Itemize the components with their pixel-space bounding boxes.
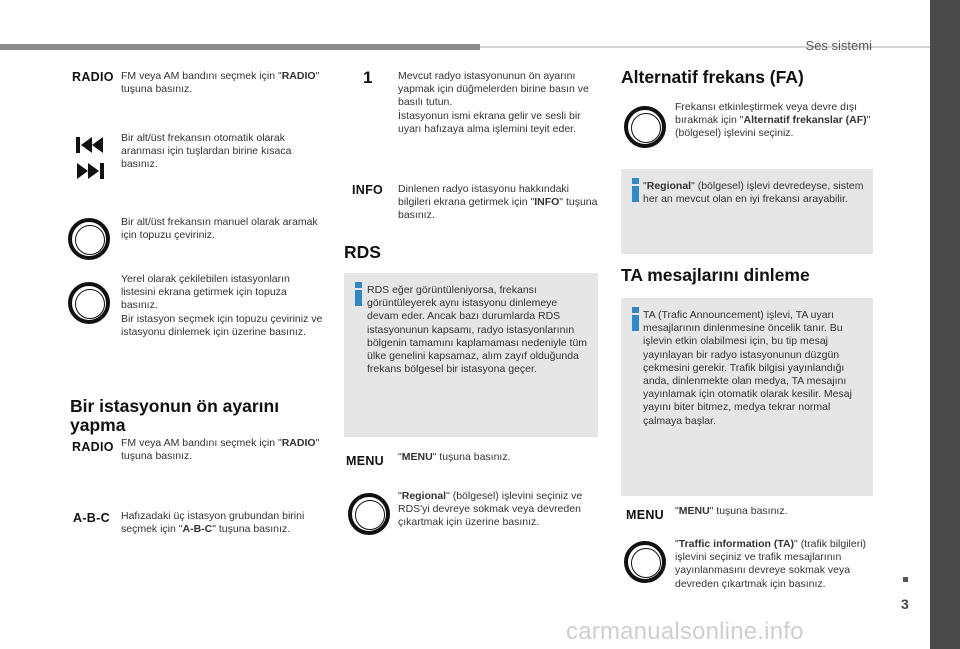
rds-note-text: RDS eğer görüntüleniyorsa, frekansı görüntüleyerek aynı istasyonu dinlemeye devam eder. Ancak bazı durumlarda RDS istasyonunun kapsamı, radyo istasyonlarının bölgenin tamamını kaplamaması nedeniyle tüm ülke genelini kapsamaz, alım zayıf olduğunda frekans bölgesel bir istasyona geçer. bbox=[367, 284, 588, 376]
abc-instruction: Hafızadaki üç istasyon grubundan birini seçmek için "A-B-C" tuşuna basınız. bbox=[121, 510, 305, 536]
regional-note-box bbox=[621, 169, 873, 254]
info-note-icon bbox=[631, 307, 640, 331]
page-marker bbox=[903, 577, 908, 582]
ta-note-text: TA (Trafic Announcement) işlevi, TA uyarı mesajlarının dinlenmesine öncelik tanır. Bu işlevin etkin olabilmesi için, bu tip mesaj yayınlayan bir radyo istasyonunun düzgün çekmesini gerekir. Trafik bilgisi yayınlandığı anda, dinlenmekte olan medya, TA mesajını yayınlamak için otomatik olarak kesilir. Mesaj yayını biter bitmez, medya tekrar normal çalmaya başlar. bbox=[643, 309, 852, 427]
radio-key-label-2: RADIO bbox=[72, 440, 114, 454]
station-list-instruction: Yerel olarak çekilebilen istasyonların listesini ekrana getirmek için topuza basınız. Bir istasyon seçmek için topuzu çeviriniz ve istasyonu dinlemek için üzerine basınız. bbox=[121, 273, 323, 338]
preset-store-instruction: Mevcut radyo istasyonunun ön ayarını yapmak için düğmelerden birine basın ve basılı tutun. İstasyonun ismi ekrana gelir ve sesli bir uyarı hafızaya alma işlemini teyit eder. bbox=[398, 70, 589, 135]
side-strip bbox=[930, 0, 960, 649]
info-instruction: Dinlenen radyo istasyonu hakkındaki bilgileri ekrana getirmek için "INFO" tuşuna basınız. bbox=[398, 183, 598, 222]
radio-instruction-2: FM veya AM bandını seçmek için "RADIO" tuşuna basınız. bbox=[121, 437, 320, 463]
page-number: 3 bbox=[901, 596, 909, 612]
seek-forward-icon bbox=[76, 163, 104, 179]
seek-back-icon bbox=[76, 137, 104, 153]
regional-note-text: "Regional" (bölgesel) işlevi devredeyse, sistem her an mevcut olan en iyi frekansı arayabilir. bbox=[643, 180, 864, 206]
ta-note-box bbox=[621, 298, 873, 496]
info-note-icon bbox=[631, 178, 640, 202]
ta-select-instruction: "Traffic information (TA)" (trafik bilgileri) işlevini seçiniz ve trafik mesajlarının yayınlanmasını devreye sokmak veya devreden çıkartmak için basınız. bbox=[675, 538, 867, 590]
rotary-knob-icon bbox=[624, 541, 666, 583]
ta-heading: TA mesajlarını dinleme bbox=[621, 265, 810, 285]
rds-heading: RDS bbox=[344, 242, 381, 262]
header-bar bbox=[0, 44, 480, 50]
preset-key-label: 1 bbox=[363, 68, 373, 87]
menu-key-label: MENU bbox=[346, 454, 385, 468]
rotary-knob-icon bbox=[348, 493, 390, 535]
menu-key-label-2: MENU bbox=[626, 508, 665, 522]
rotary-knob-icon bbox=[624, 106, 666, 148]
seek-instruction: Bir alt/üst frekansın otomatik olarak aranması için tuşlardan birine kısaca basınız. bbox=[121, 132, 292, 171]
menu-instruction-2: "MENU" tuşuna basınız. bbox=[675, 505, 788, 517]
rotary-knob-icon bbox=[68, 218, 110, 260]
menu-instruction: "MENU" tuşuna basınız. bbox=[398, 451, 511, 463]
af-instruction: Frekansı etkinleştirmek veya devre dışı bırakmak için "Alternatif frekanslar (AF)" (bölgesel) işlevini seçiniz. bbox=[675, 101, 871, 140]
info-note-icon bbox=[354, 282, 363, 306]
radio-instruction: FM veya AM bandını seçmek için "RADIO" tuşuna basınız. bbox=[121, 70, 320, 96]
rds-select-instruction: "Regional" (bölgesel) işlevini seçiniz ve RDS'yi devreye sokmak veya devreden çıkartmak için üzerine basınız. bbox=[398, 490, 583, 529]
abc-key-label: A-B-C bbox=[73, 511, 110, 525]
af-heading: Alternatif frekans (FA) bbox=[621, 67, 804, 87]
radio-key-label: RADIO bbox=[72, 70, 114, 84]
info-key-label: INFO bbox=[352, 183, 384, 197]
manual-tune-instruction: Bir alt/üst frekansın manuel olarak aramak için topuzu çeviriniz. bbox=[121, 216, 318, 242]
rotary-knob-icon bbox=[68, 282, 110, 324]
preset-heading: Bir istasyonun ön ayarını yapma bbox=[70, 396, 280, 435]
section-title: Ses sistemi bbox=[805, 38, 872, 53]
watermark: carmanualsonline.info bbox=[566, 618, 804, 645]
rds-note-box bbox=[344, 273, 598, 437]
